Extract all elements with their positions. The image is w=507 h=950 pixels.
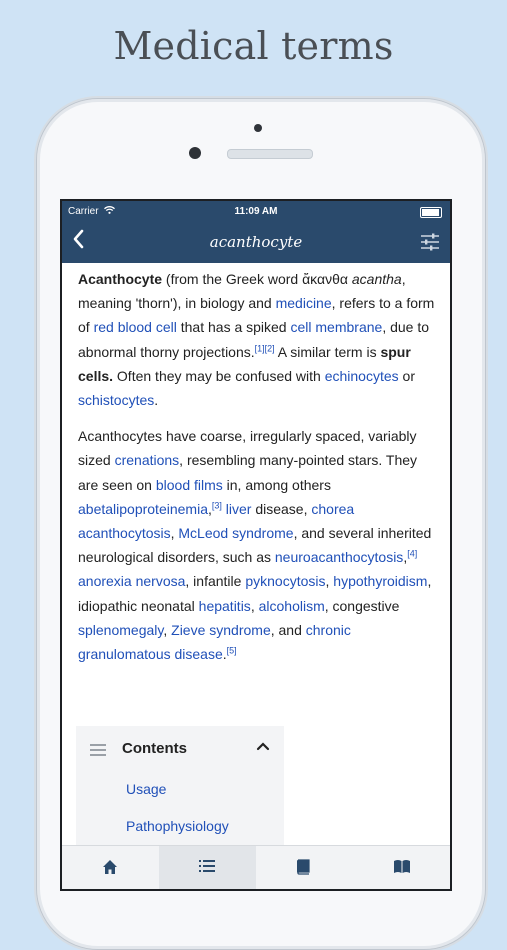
- link-liver[interactable]: liver: [225, 500, 252, 517]
- text: , and several inherited neurological disorders, such as: [78, 525, 432, 566]
- link-schistocytes[interactable]: schistocytes: [78, 392, 155, 409]
- text: ,: [170, 525, 179, 542]
- tab-book[interactable]: [256, 846, 353, 890]
- text: in, among others: [222, 476, 331, 493]
- term-heading: Acanthocyte: [78, 271, 163, 287]
- menu-icon: [90, 742, 106, 758]
- text: ,: [325, 573, 334, 590]
- link-blood-films[interactable]: blood films: [155, 476, 223, 493]
- text: , congestive: [324, 597, 400, 614]
- proximity-sensor: [254, 124, 262, 132]
- contents-item-usage[interactable]: Usage: [126, 781, 167, 797]
- text: that has a spiked: [176, 319, 291, 336]
- link-zieve-syndrome[interactable]: Zieve syndrome: [171, 621, 271, 638]
- text: , and: [270, 621, 306, 638]
- tab-home[interactable]: [62, 846, 159, 890]
- greek-word: ἄκανθα: [302, 271, 348, 287]
- text: .: [222, 646, 227, 663]
- open-book-icon: [393, 859, 411, 874]
- link-pyknocytosis[interactable]: pyknocytosis: [245, 573, 326, 590]
- link-neuroacanthocytosis[interactable]: neuroacanthocytosis: [274, 549, 404, 566]
- text: ,: [250, 597, 259, 614]
- citation-1-2[interactable]: [1][2]: [254, 342, 275, 353]
- text: Often they may be confused with: [113, 367, 325, 384]
- settings-button[interactable]: [420, 233, 440, 251]
- text: or: [398, 367, 415, 384]
- bold-term: spur cells.: [78, 343, 411, 384]
- link-alcoholism[interactable]: alcoholism: [258, 597, 325, 614]
- battery-icon: [420, 207, 442, 218]
- tab-reading[interactable]: [353, 846, 450, 890]
- link-medicine[interactable]: medicine: [275, 295, 332, 312]
- navigation-bar: [62, 223, 450, 263]
- text: .: [154, 392, 159, 409]
- link-hepatitis[interactable]: hepatitis: [198, 597, 251, 614]
- link-echinocytes[interactable]: echinocytes: [324, 367, 399, 384]
- earpiece-speaker: [227, 149, 313, 159]
- link-splenomegaly[interactable]: splenomegaly: [78, 621, 164, 638]
- text: disease,: [251, 500, 312, 517]
- article-title: acanthocyte: [209, 233, 303, 251]
- text: ,: [163, 621, 172, 638]
- carrier-text: Carrier: [68, 206, 99, 217]
- link-red-blood-cell[interactable]: red blood cell: [93, 319, 177, 336]
- link-chronic-granulomatous-disease[interactable]: chronic granulomatous disease: [78, 621, 351, 663]
- home-icon: [102, 859, 118, 875]
- text: A similar term is: [274, 343, 381, 360]
- contents-header[interactable]: [90, 740, 270, 760]
- citation-3[interactable]: [3]: [211, 500, 222, 511]
- text: , refers to a form of: [78, 295, 435, 336]
- sliders-icon: [420, 233, 440, 251]
- link-mcleod-syndrome[interactable]: McLeod syndrome: [178, 525, 294, 542]
- text: (from the Greek word: [162, 271, 303, 287]
- contents-item-pathophysiology[interactable]: Pathophysiology: [126, 818, 229, 834]
- article-body: [78, 267, 438, 678]
- article-paragraph-1: [78, 267, 438, 412]
- text: , idiopathic neonatal: [78, 573, 432, 614]
- text: , infantile: [185, 573, 246, 590]
- link-abetalipoproteinemia[interactable]: abetalipoproteinemia: [78, 500, 208, 517]
- text: , due to abnormal thorny projections.: [78, 319, 430, 360]
- text: , resembling many-pointed stars. They are seen on: [78, 452, 418, 493]
- status-time: 11:09 AM: [234, 206, 278, 217]
- link-chorea-acanthocytosis[interactable]: chorea acanthocytosis: [78, 500, 355, 542]
- contents-label: Contents: [122, 740, 187, 757]
- link-anorexia-nervosa[interactable]: anorexia nervosa: [78, 573, 186, 590]
- chevron-up-icon[interactable]: [256, 738, 270, 756]
- link-crenations[interactable]: crenations: [114, 452, 180, 469]
- link-hypothyroidism[interactable]: hypothyroidism: [333, 573, 428, 590]
- promo-headline: Medical terms: [113, 24, 394, 68]
- front-camera: [189, 147, 201, 159]
- text: , meaning 'thorn'), in biology and: [78, 271, 406, 312]
- citation-4[interactable]: [4]: [407, 548, 418, 559]
- article-paragraph-2: [78, 424, 438, 666]
- citation-5[interactable]: [5]: [226, 645, 237, 656]
- tab-bar: [62, 845, 450, 890]
- transliteration: acantha: [351, 271, 402, 287]
- status-bar: [62, 201, 450, 223]
- text: ,: [207, 500, 212, 517]
- link-cell-membrane[interactable]: cell membrane: [290, 319, 383, 336]
- app-screen: [60, 199, 452, 891]
- book-icon: [296, 859, 310, 875]
- tab-contents-list[interactable]: [159, 846, 256, 890]
- list-icon: [199, 859, 215, 873]
- text: Acanthocytes have coarse, irregularly spaced, variably sized: [78, 428, 417, 469]
- text: ,: [403, 549, 408, 566]
